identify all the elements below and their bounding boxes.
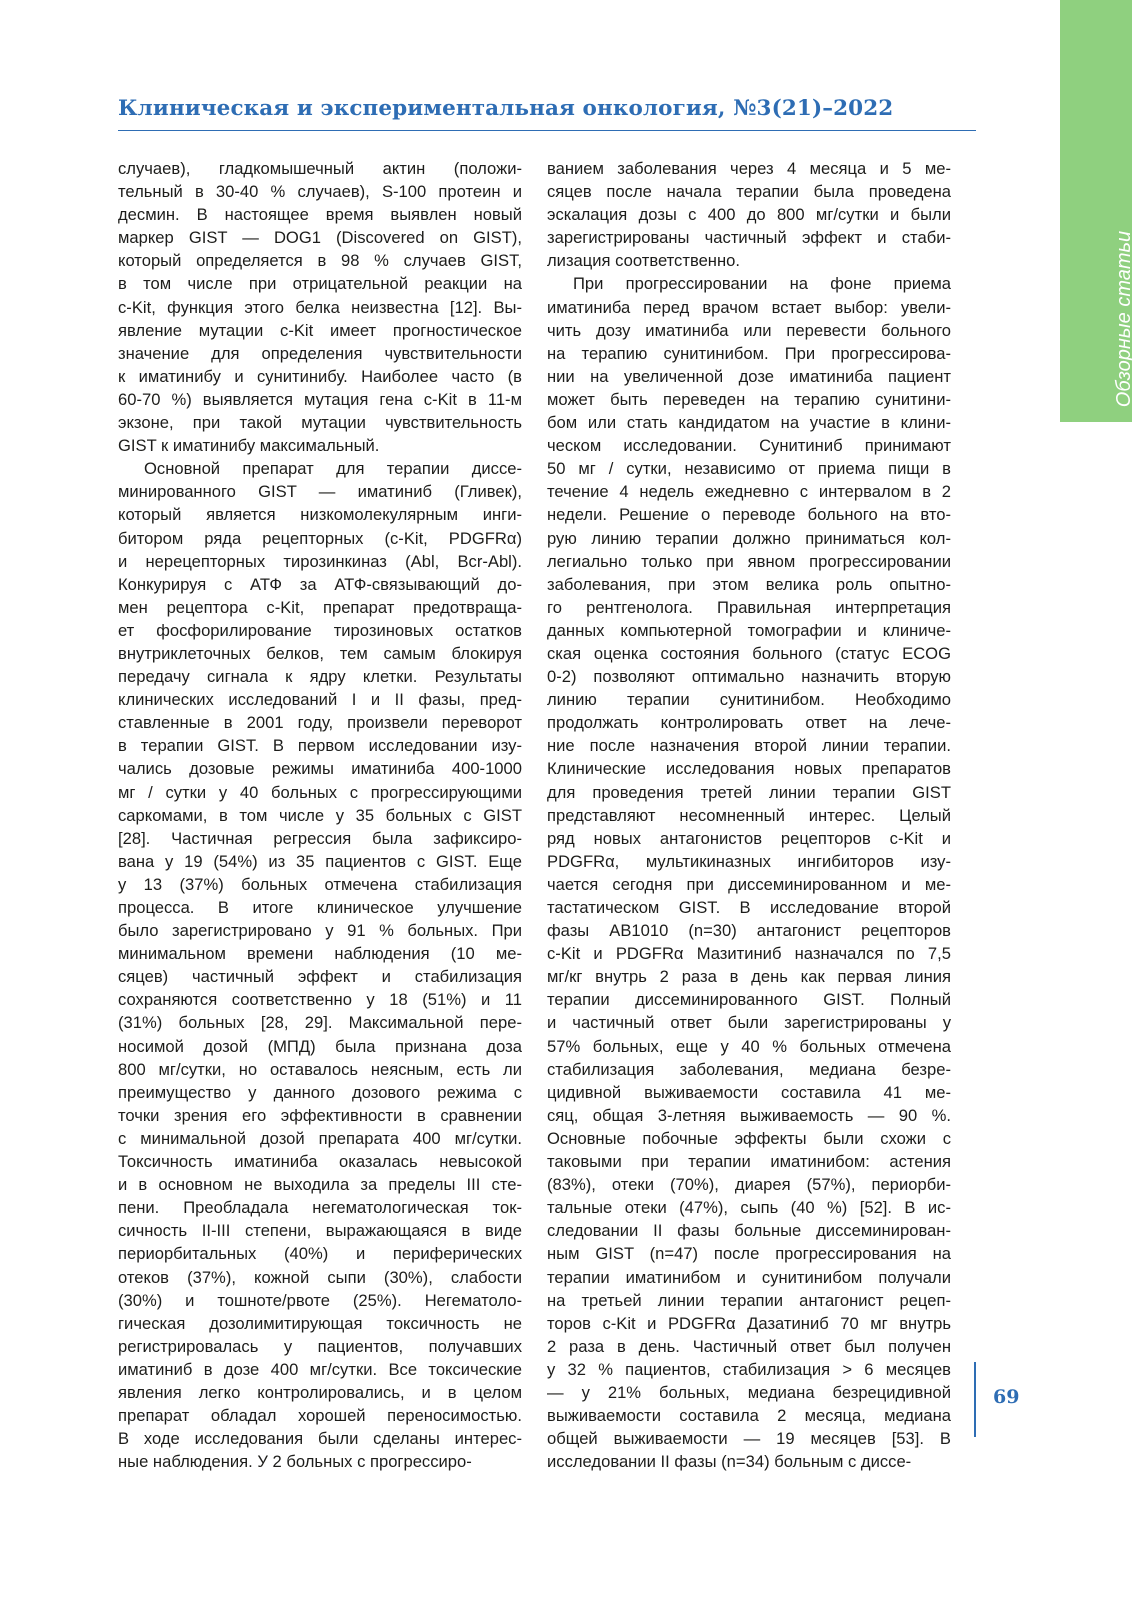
text-line: данных компьютерной томографии и клиниче- bbox=[547, 620, 951, 640]
text-line: передачу сигнала к ядру клетки. Результаты bbox=[118, 667, 522, 687]
text-line: для проведения третей линии терапии GIST bbox=[547, 782, 951, 802]
text-line: ные наблюдения. У 2 больных с прогрессиро- bbox=[118, 1452, 472, 1472]
text-line: внутриклеточных белков, тем самым блокируя bbox=[118, 643, 522, 663]
section-label: Обзорные статьи bbox=[1113, 230, 1135, 408]
text-line: отеков (37%), кожной сыпи (30%), слабости bbox=[118, 1267, 522, 1287]
text-line: ние после назначения второй линии терапии. bbox=[547, 736, 951, 756]
text-line: бом или стать кандидатом на участие в клини- bbox=[547, 413, 951, 433]
text-line: 0-2) позволяют оптимально назначить вторую bbox=[547, 667, 951, 687]
text-line: выживаемости составила 2 месяца, медиана bbox=[547, 1406, 951, 1426]
text-line: Токсичность иматиниба оказалась невысокой bbox=[118, 1152, 522, 1172]
text-line: периорбитальных (40%) и периферических bbox=[118, 1244, 522, 1264]
text-line: точки зрения его эффективности в сравнении bbox=[118, 1105, 522, 1125]
text-line: 2 раза в день. Частичный ответ был получен bbox=[547, 1336, 951, 1356]
text-line: чается сегодня при диссеминированном и ме- bbox=[547, 874, 951, 894]
right-text-column bbox=[547, 157, 951, 1473]
text-line: иматиниб в дозе 400 мг/сутки. Все токсические bbox=[118, 1359, 522, 1379]
text-line: минированного GIST — иматиниб (Гливек), bbox=[118, 482, 522, 502]
text-line: GIST к иматинибу максимальный. bbox=[118, 436, 380, 456]
text-line: у 13 (37%) больных отмечена стабилизация bbox=[118, 874, 522, 894]
text-line: случаев), гладкомышечный актин (положи- bbox=[118, 159, 522, 178]
text-line: 50 мг / сутки, независимо от приема пищи в bbox=[547, 459, 951, 479]
page-number: 69 bbox=[993, 1386, 1020, 1408]
text-line: сяцев) частичный эффект и стабилизация bbox=[118, 967, 522, 987]
left-text-column bbox=[118, 157, 522, 1473]
text-line: на терапию сунитинибом. При прогрессирова- bbox=[547, 343, 951, 363]
text-line: легиально только при явном прогрессировании bbox=[547, 551, 951, 571]
text-line: экзоне, при такой мутации чувствительность bbox=[118, 413, 522, 433]
text-line: сяц, общая 3-летняя выживаемость — 90 %. bbox=[547, 1105, 951, 1125]
text-line: гическая дозолимитирующая токсичность не bbox=[118, 1313, 522, 1333]
text-line: клинических исследований I и II фазы, пред- bbox=[118, 690, 522, 710]
text-line: ставленные в 2001 году, произвели переворот bbox=[118, 713, 522, 733]
text-line: (31%) больных [28, 29]. Максимальной пере- bbox=[118, 1013, 522, 1033]
text-line: 60-70 %) выявляется мутация гена c-Kit в 11-м bbox=[118, 389, 522, 409]
text-line: фазы AB1010 (n=30) антагонист рецепторов bbox=[547, 921, 951, 941]
text-line: пени. Преобладала негематологическая ток- bbox=[118, 1198, 522, 1218]
text-line: терапии диссеминированного GIST. Полный bbox=[547, 990, 951, 1010]
text-line: (30%) и тошноте/рвоте (25%). Негематоло- bbox=[118, 1290, 522, 1310]
text-line: было зарегистрировано у 91 % больных. При bbox=[118, 921, 522, 941]
text-line: PDGFRα, мультикиназных ингибиторов изу- bbox=[547, 851, 951, 871]
text-line: который определяется в 98 % случаев GIST, bbox=[118, 251, 522, 271]
text-line: нии на увеличенной дозе иматиниба пациент bbox=[547, 366, 951, 386]
text-line: у 32 % пациентов, стабилизация > 6 месяцев bbox=[547, 1359, 951, 1379]
text-line: в том числе при отрицательной реакции на bbox=[118, 274, 522, 294]
text-line: значение для определения чувствительности bbox=[118, 343, 522, 363]
text-line: ческом исследовании. Сунитиниб принимают bbox=[547, 436, 951, 456]
text-line: го рентгенолога. Правильная интерпретация bbox=[547, 597, 951, 617]
text-line: представляют несомненный интерес. Целый bbox=[547, 805, 951, 825]
text-line: Клинические исследования новых препаратов bbox=[547, 759, 951, 779]
text-line: вана у 19 (54%) из 35 пациентов с GIST. Еще bbox=[118, 851, 522, 871]
text-line: ская оценка состояния больного (статус ECOG bbox=[547, 643, 951, 663]
text-line: носимой дозой (МПД) была признана доза bbox=[118, 1036, 522, 1056]
text-line: и в основном не выходила за пределы III сте- bbox=[118, 1175, 522, 1195]
text-line: сичность II-III степени, выражающаяся в виде bbox=[118, 1221, 522, 1241]
text-line: цидивной выживаемости составила 41 ме- bbox=[547, 1082, 951, 1102]
page-number-divider bbox=[974, 1362, 976, 1437]
text-line: сохраняются соответственно у 18 (51%) и 11 bbox=[118, 990, 522, 1010]
text-line: явления легко контролировались, и в целом bbox=[118, 1382, 522, 1402]
header-divider bbox=[118, 130, 976, 131]
text-line: течение 4 недель ежедневно с интервалом в 2 bbox=[547, 482, 951, 502]
text-line: мг / сутки у 40 больных с прогрессирующими bbox=[118, 782, 522, 802]
text-line: лизация соответственно. bbox=[547, 251, 740, 271]
text-line: мг/кг внутрь 2 раза в день как первая линия bbox=[547, 967, 951, 987]
text-line: Основной препарат для терапии диссе- bbox=[144, 459, 522, 479]
text-line: регистрировалась у пациентов, получавших bbox=[118, 1336, 522, 1356]
text-line: исследовании II фазы (n=34) больным с диссе- bbox=[547, 1452, 912, 1472]
text-line: ет фосфорилирование тирозиновых остатков bbox=[118, 620, 522, 640]
text-line: торов c-Kit и PDGFRα Дазатиниб 70 мг внутрь bbox=[547, 1313, 951, 1333]
text-line: 800 мг/сутки, но оставалось неясным, есть ли bbox=[118, 1059, 522, 1079]
text-line: терапии иматинибом и сунитинибом получали bbox=[547, 1267, 951, 1287]
text-line: — у 21% больных, медиана безрецидивной bbox=[547, 1382, 951, 1402]
text-line: Конкурируя с АТФ за АТФ-связывающий до- bbox=[118, 574, 522, 594]
text-line: тастатическом GIST. В исследование второй bbox=[547, 898, 951, 917]
text-line: c-Kit, функция этого белка неизвестна [12]. Вы- bbox=[118, 297, 522, 317]
text-line: зарегистрированы частичный эффект и стаби- bbox=[547, 228, 951, 248]
text-line: саркомами, в том числе у 35 больных с GIST bbox=[118, 805, 522, 825]
text-line: на третьей линии терапии антагонист рецеп- bbox=[547, 1290, 951, 1310]
text-line: При прогрессировании на фоне приема bbox=[573, 274, 951, 294]
text-line: таковыми при терапии иматинибом: астения bbox=[547, 1152, 951, 1172]
text-line: c-Kit и PDGFRα Мазитиниб назначался по 7,5 bbox=[547, 944, 951, 964]
text-line: ванием заболевания через 4 месяца и 5 ме- bbox=[547, 159, 951, 178]
text-line: чались дозовые режимы иматиниба 400-1000 bbox=[118, 759, 522, 779]
text-line: ным GIST (n=47) после прогрессирования на bbox=[547, 1244, 951, 1264]
text-line: процесса. В итоге клиническое улучшение bbox=[118, 898, 522, 917]
text-line: следовании II фазы больные диссеминирован- bbox=[547, 1221, 951, 1241]
text-line: препарат обладал хорошей переносимостью. bbox=[118, 1406, 522, 1426]
text-line: общей выживаемости — 19 месяцев [53]. В bbox=[547, 1429, 951, 1449]
text-line: битором ряда рецепторных (c-Kit, PDGFRα) bbox=[118, 528, 522, 548]
text-line: стабилизация заболевания, медиана безре- bbox=[547, 1059, 951, 1079]
text-line: мен рецептора c-Kit, препарат предотвраща- bbox=[118, 597, 522, 617]
text-line: недели. Решение о переводе больного на вто- bbox=[547, 505, 951, 525]
text-line: десмин. В настоящее время выявлен новый bbox=[118, 205, 522, 225]
text-line: тельный в 30-40 % случаев), S-100 протеин и bbox=[118, 182, 522, 202]
text-line: [28]. Частичная регрессия была зафиксиро- bbox=[118, 828, 522, 848]
text-line: чить дозу иматиниба или перевести больного bbox=[547, 320, 951, 340]
text-line: рую линию терапии должно приниматься кол- bbox=[547, 528, 951, 548]
text-line: ряд новых антагонистов рецепторов c-Kit и bbox=[547, 828, 951, 848]
text-line: и нерецепторных тирозинкиназ (Abl, Bcr-Abl). bbox=[118, 551, 522, 571]
text-line: Основные побочные эффекты были схожи с bbox=[547, 1128, 951, 1148]
text-line: 57% больных, еще у 40 % больных отмечена bbox=[547, 1036, 951, 1056]
journal-title: Клиническая и экспериментальная онкология, №3(21)–2022 bbox=[118, 96, 894, 121]
text-line: маркер GIST — DOG1 (Discovered on GIST), bbox=[118, 228, 522, 248]
text-line: может быть переведен на терапию сунитини- bbox=[547, 389, 951, 409]
text-line: (83%), отеки (70%), диарея (57%), периорби- bbox=[547, 1175, 951, 1195]
text-line: заболевания, при этом велика роль опытно- bbox=[547, 574, 951, 594]
text-line: с минимальной дозой препарата 400 мг/сутки. bbox=[118, 1128, 522, 1148]
text-line: сяцев после начала терапии была проведена bbox=[547, 182, 951, 202]
text-line: и частичный ответ были зарегистрированы у bbox=[547, 1013, 951, 1033]
text-line: к иматинибу и сунитинибу. Наиболее часто (в bbox=[118, 366, 522, 386]
text-line: преимущество у данного дозового режима с bbox=[118, 1082, 522, 1102]
text-line: линию терапии сунитинибом. Необходимо bbox=[547, 690, 951, 710]
text-line: явление мутации c-Kit имеет прогностическое bbox=[118, 320, 522, 340]
text-line: тальные отеки (47%), сыпь (40 %) [52]. В ис- bbox=[547, 1198, 951, 1218]
text-line: иматиниба перед врачом встает выбор: увели- bbox=[547, 297, 951, 317]
text-line: продолжать контролировать ответ на лече- bbox=[547, 713, 951, 733]
text-line: в терапии GIST. В первом исследовании изу- bbox=[118, 736, 522, 756]
text-line: который является низкомолекулярным инги- bbox=[118, 505, 522, 525]
text-line: В ходе исследования были сделаны интерес- bbox=[118, 1429, 522, 1449]
text-line: минимальном времени наблюдения (10 ме- bbox=[118, 944, 522, 964]
text-line: эскалация дозы с 400 до 800 мг/сутки и были bbox=[547, 205, 951, 225]
